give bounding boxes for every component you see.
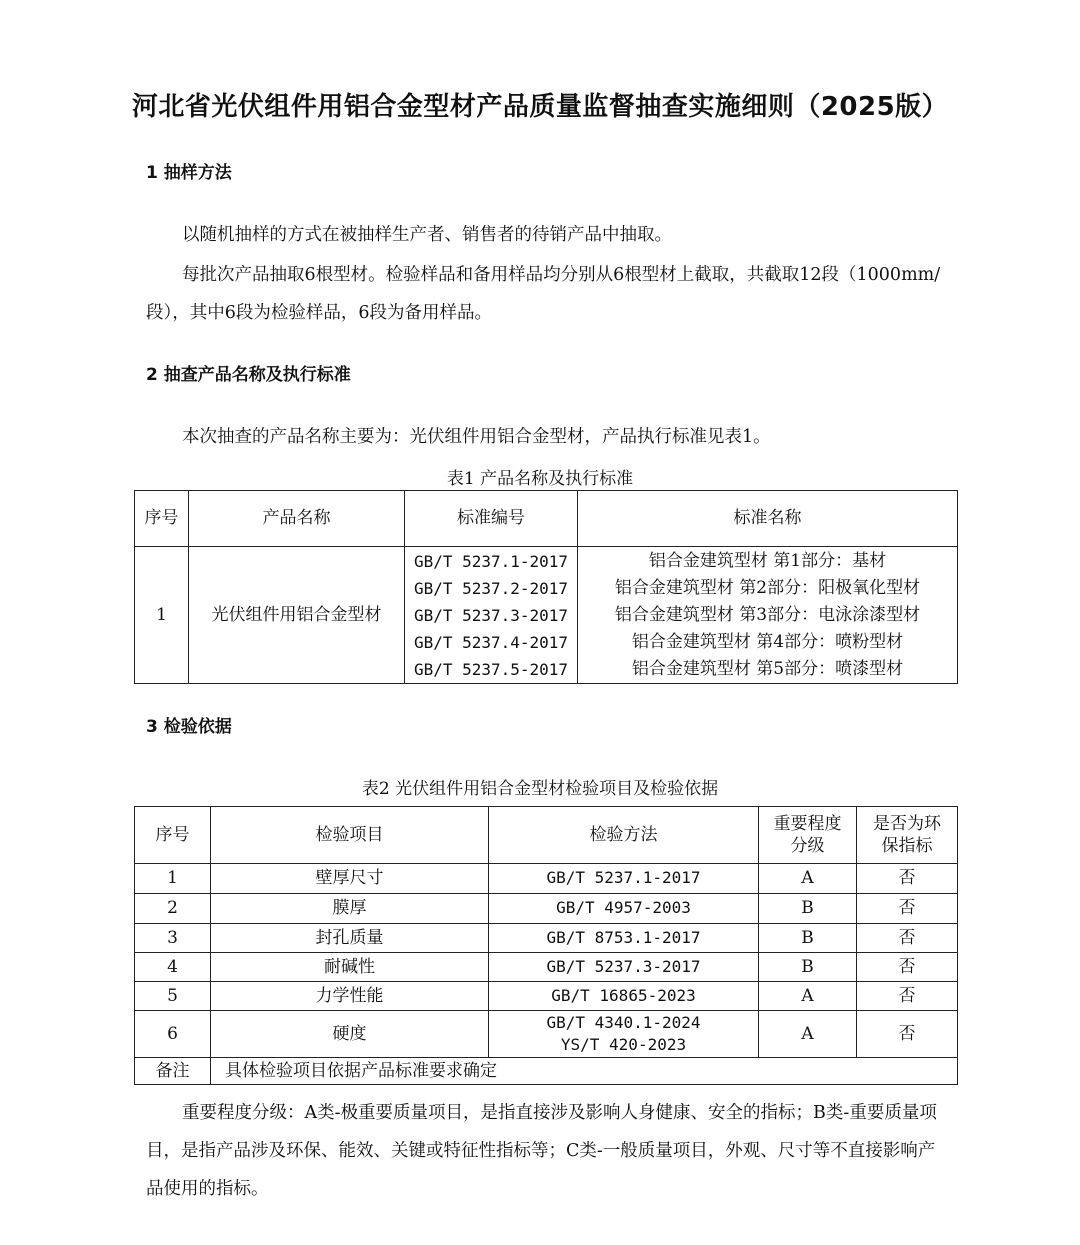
table-2-cell-no: 2 [135,894,211,924]
section-3-heading: 3 检验依据 [146,717,232,737]
table-2-cell-method: GB/T 4957-2003 [489,894,759,924]
method-line: GB/T 4340.1-2024 [546,1013,701,1032]
standard-code: GB/T 5237.4-2017 [413,632,569,652]
table-2-header-no: 序号 [135,807,211,864]
table-1-header-name: 标准名称 [578,491,958,547]
table-2-cell-method: GB/T 5237.1-2017 [489,864,759,894]
table-row [135,547,958,684]
section-1-paragraph-2: 每批次产品抽取6根型材。检验样品和备用样品均分别从6根型材上截取，共截取12段（1000mm/段），其中6段为检验样品，6段为备用样品。 [146,265,941,323]
table-2-header-level: 重要程度分级 [759,807,857,864]
table-1-cell-codes [405,547,578,684]
table-2-cell-no: 1 [135,864,211,894]
standard-name: 铝合金建筑型材 第2部分：阳极氧化型材 [614,577,921,598]
table-2-cell-level: A [759,982,857,1011]
table-2-header-method: 检验方法 [489,807,759,864]
table-2-note-label: 备注 [135,1058,211,1085]
table-2-caption: 表2 光伏组件用铝合金型材检验项目及检验依据 [361,779,719,799]
table-2-cell-level: A [759,1011,857,1058]
table-2-cell-level: A [759,864,857,894]
table-2-cell-env: 否 [857,864,958,894]
table-2-inspection-items [134,806,958,1085]
table-2-cell-no: 3 [135,924,211,953]
table-1-header-no: 序号 [135,491,189,547]
section-2-heading: 2 抽查产品名称及执行标准 [146,365,351,385]
table-row [135,982,958,1011]
table-row [135,924,958,953]
table-1-product-standards [134,490,958,684]
table-2-cell-method [489,1011,759,1058]
table-2-cell-level: B [759,894,857,924]
table-1-header-product: 产品名称 [189,491,405,547]
table-2-cell-env: 否 [857,1011,958,1058]
table-row [135,1011,958,1058]
standard-name: 铝合金建筑型材 第1部分：基材 [648,550,887,571]
standard-code: GB/T 5237.1-2017 [413,551,569,571]
table-2-header-env: 是否为环保指标 [857,807,958,864]
standard-name: 铝合金建筑型材 第5部分：喷漆型材 [631,658,904,679]
section-2-paragraph: 本次抽查的产品名称主要为：光伏组件用铝合金型材，产品执行标准见表1。 [182,427,771,447]
table-1-header-code: 标准编号 [405,491,578,547]
table-2-cell-method: GB/T 5237.3-2017 [489,953,759,982]
table-2-cell-env: 否 [857,982,958,1011]
table-2-cell-env: 否 [857,953,958,982]
table-1-header-row [135,491,958,547]
table-2-cell-item: 封孔质量 [211,924,489,953]
table-1-cell-no: 1 [135,547,189,684]
table-2-note-row [135,1058,958,1085]
table-2-cell-item: 力学性能 [211,982,489,1011]
table-1-cell-product: 光伏组件用铝合金型材 [189,547,405,684]
standard-name: 铝合金建筑型材 第3部分：电泳涂漆型材 [614,604,921,625]
table-2-cell-no: 4 [135,953,211,982]
standard-code: GB/T 5237.2-2017 [413,578,569,598]
table-row [135,864,958,894]
table-row [135,953,958,982]
method-line: YS/T 420-2023 [560,1035,687,1054]
table-row [135,894,958,924]
document-title: 河北省光伏组件用铝合金型材产品质量监督抽查实施细则（2025版） [131,92,949,122]
standard-code: GB/T 5237.5-2017 [413,659,569,679]
section-1-heading: 1 抽样方法 [146,163,232,183]
table-2-cell-item: 耐碱性 [211,953,489,982]
table-2-note-text: 具体检验项目依据产品标准要求确定 [211,1058,958,1085]
table-1-cell-names [578,547,958,684]
table-2-cell-env: 否 [857,894,958,924]
table-2-cell-level: B [759,924,857,953]
table-2-cell-no: 5 [135,982,211,1011]
table-2-cell-method: GB/T 16865-2023 [489,982,759,1011]
section-1-paragraph-1: 以随机抽样的方式在被抽样生产者、销售者的待销产品中抽取。 [182,225,672,245]
table-1-caption: 表1 产品名称及执行标准 [446,469,634,489]
table-2-header-item: 检验项目 [211,807,489,864]
importance-level-footnote: 重要程度分级：A类-极重要质量项目，是指直接涉及影响人身健康、安全的指标；B类-重要质量项目，是指产品涉及环保、能效、关键或特征性指标等；C类-一般质量项目，外观、尺寸等不直接影响产品使用的指标。 [146,1103,937,1199]
table-2-cell-no: 6 [135,1011,211,1058]
standard-name: 铝合金建筑型材 第4部分：喷粉型材 [631,631,904,652]
table-2-cell-env: 否 [857,924,958,953]
table-2-cell-level: B [759,953,857,982]
table-2-cell-item: 硬度 [211,1011,489,1058]
table-2-cell-item: 膜厚 [211,894,489,924]
table-2-header-row [135,807,958,864]
table-2-cell-item: 壁厚尺寸 [211,864,489,894]
table-2-cell-method: GB/T 8753.1-2017 [489,924,759,953]
standard-code: GB/T 5237.3-2017 [413,605,569,625]
